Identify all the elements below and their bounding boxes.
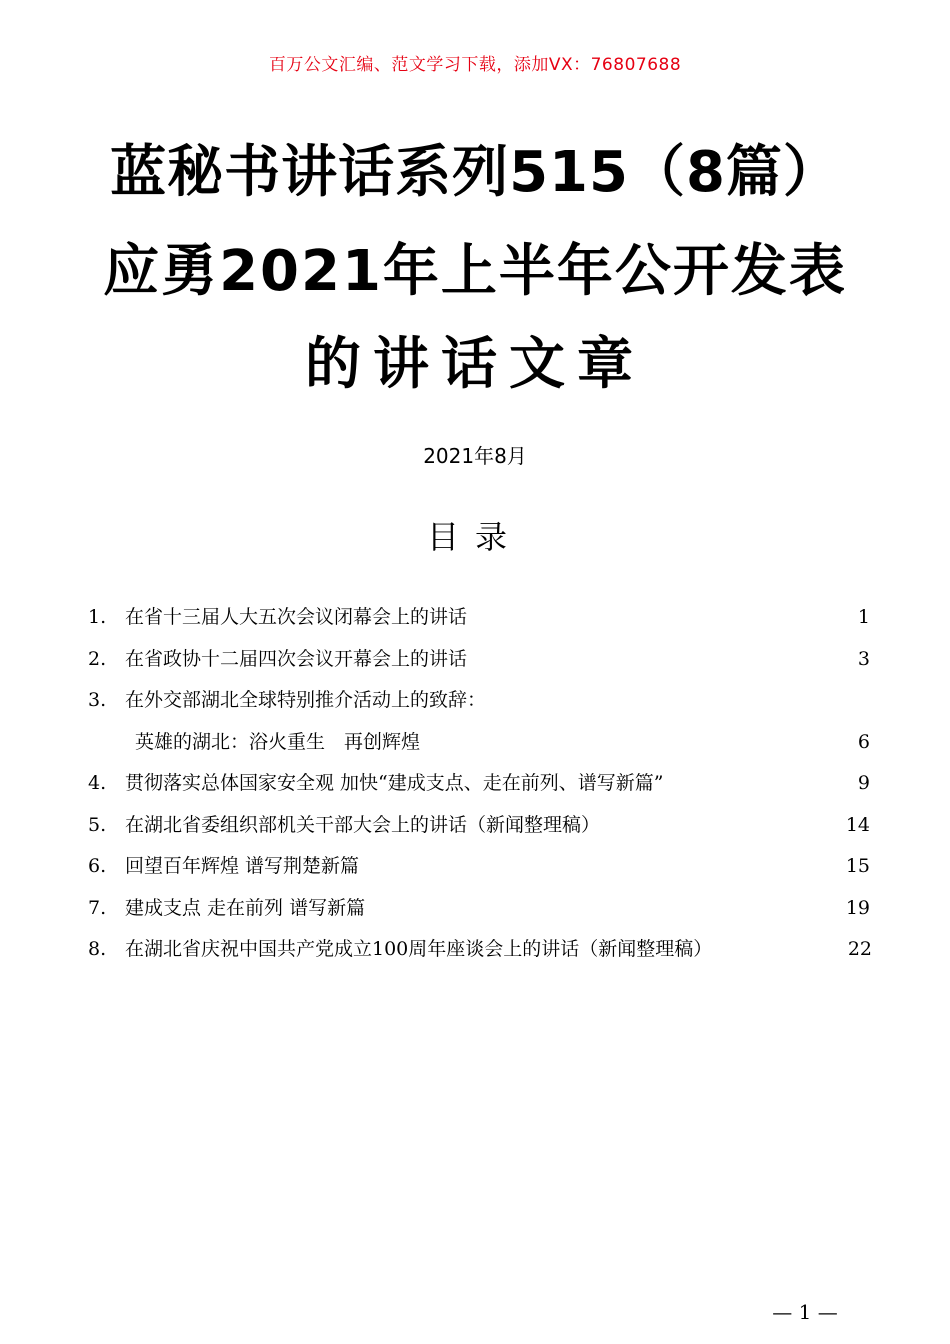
toc-item-subtitle: 英雄的湖北：浴火重生 再创辉煌 — [135, 730, 421, 753]
toc-item-page: 19 — [845, 896, 870, 919]
toc-item-page: 22 — [847, 938, 872, 960]
toc-item-title: 在省政协十二届四次会议开幕会上的讲话 — [125, 647, 468, 670]
header-note: 百万公文汇编、范文学习下载，添加VX：76807688 — [268, 55, 682, 75]
table-of-contents — [88, 597, 870, 971]
toc-item-number: 4. — [88, 772, 107, 794]
toc-item-title: 在省十三届人大五次会议闭幕会上的讲话 — [125, 606, 468, 628]
toc-item-number: 6. — [88, 855, 107, 877]
toc-item-title: 贯彻落实总体国家安全观 加快“建成支点、走在前列、谱写新篇” — [125, 772, 664, 794]
document-date: 2021年8月 — [423, 444, 527, 468]
toc-item[interactable] — [88, 805, 870, 847]
toc-item-title: 在湖北省庆祝中国共产党成立100周年座谈会上的讲话（新闻整理稿） — [125, 938, 713, 960]
toc-item-title: 建成支点 走在前列 谱写新篇 — [125, 896, 366, 919]
toc-item[interactable] — [88, 763, 870, 805]
toc-item-page: 3 — [857, 647, 870, 670]
toc-item-number: 1. — [88, 606, 107, 628]
title-line-3: 的讲话文章 — [305, 332, 645, 397]
toc-item[interactable] — [88, 929, 870, 971]
toc-heading: 目录 — [426, 518, 523, 556]
toc-item[interactable] — [88, 846, 870, 888]
toc-item-title: 在外交部湖北全球特别推介活动上的致辞： — [125, 689, 487, 711]
toc-item-number: 8. — [88, 938, 107, 960]
toc-item-number: 3. — [88, 689, 107, 711]
page-number: — 1 — — [772, 1300, 838, 1324]
title-line-1: 蓝秘书讲话系列515（8篇） — [110, 140, 840, 205]
toc-item[interactable] — [88, 680, 870, 722]
toc-item-page: 14 — [845, 813, 870, 836]
toc-item-title: 在湖北省委组织部机关干部大会上的讲话（新闻整理稿） — [125, 813, 601, 836]
toc-item-number: 2. — [88, 647, 107, 670]
toc-item[interactable] — [88, 888, 870, 930]
toc-item-page: 1 — [857, 606, 870, 628]
toc-item-page: 15 — [845, 855, 870, 877]
toc-item-page: 9 — [857, 772, 870, 794]
toc-item-continuation[interactable] — [88, 722, 870, 764]
toc-item-title: 回望百年辉煌 谱写荆楚新篇 — [125, 855, 360, 877]
toc-item[interactable] — [88, 597, 870, 639]
toc-item-page: 6 — [857, 730, 870, 753]
toc-item-number: 7. — [88, 896, 107, 919]
title-line-2: 应勇2021年上半年公开发表 — [103, 239, 847, 304]
toc-item-number: 5. — [88, 813, 107, 836]
toc-item[interactable] — [88, 639, 870, 681]
